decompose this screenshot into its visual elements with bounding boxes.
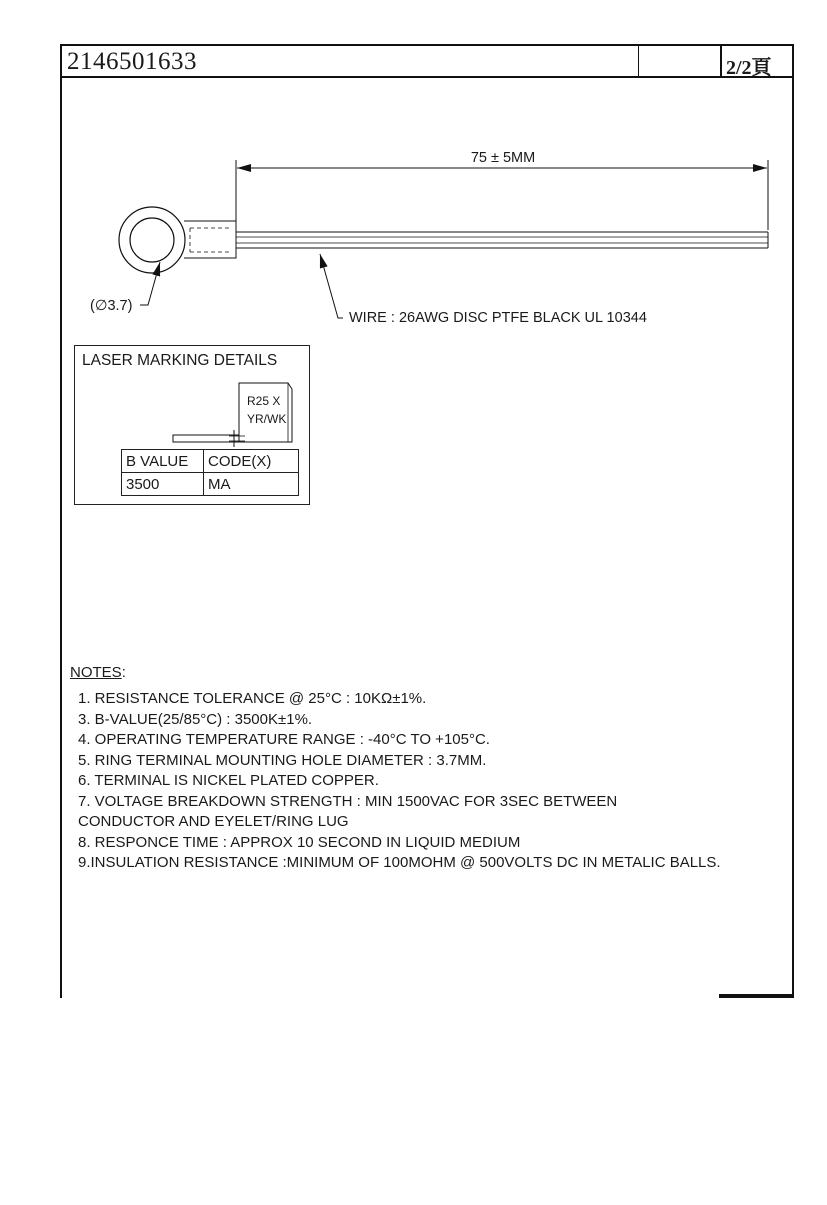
laser-marking-title: LASER MARKING DETAILS [82, 352, 278, 369]
notes-heading-colon: : [121, 664, 126, 681]
note-item: 6. TERMINAL IS NICKEL PLATED COPPER. [78, 772, 379, 789]
length-dimension-label: 75 ± 5MM [470, 150, 536, 166]
laser-marking-details-box [74, 345, 310, 505]
page-indicator: 2/2頁 [726, 57, 772, 79]
table-row [122, 473, 299, 496]
notes-section [70, 664, 721, 874]
table-cell: MA [204, 473, 299, 496]
note-item-continuation: CONDUCTOR AND EYELET/RING LUG [78, 813, 349, 830]
note-item: 5. RING TERMINAL MOUNTING HOLE DIAMETER : 3.7MM. [78, 751, 487, 769]
note-item: 4. OPERATING TEMPERATURE RANGE : -40°C TO +105°C. [78, 731, 490, 748]
notes-heading-wrap [70, 664, 721, 681]
frame-bottom-mark [719, 994, 794, 998]
note-item: 8. RESPONCE TIME : APPROX 10 SECOND IN LIQUID MEDIUM [78, 833, 521, 851]
wire [236, 232, 768, 248]
laser-mark-line-1: R25 X [247, 394, 281, 408]
document-number: 2146501633 [67, 48, 197, 75]
wire-callout-leader [320, 254, 343, 318]
note-item: 3. B-VALUE(25/85°C) : 3500K±1%. [78, 710, 313, 728]
b-value-code-table [121, 449, 299, 496]
terminal-shank-outline [173, 430, 245, 447]
frame-corner [60, 994, 62, 998]
note-item: 9.INSULATION RESISTANCE :MINIMUM OF 100MOHM @ 500VOLTS DC IN METALIC BALLS. [78, 854, 721, 871]
table-header-cell: CODE(X) [204, 450, 299, 473]
table-header-row [122, 450, 299, 473]
notes-list [70, 689, 721, 874]
note-item: 7. VOLTAGE BREAKDOWN STRENGTH : MIN 1500VAC FOR 3SEC BETWEEN [78, 792, 618, 810]
laser-mark-line-2: YR/WK [247, 412, 287, 426]
note-item: 1. RESISTANCE TOLERANCE @ 25°C : 10KΩ±1%. [78, 690, 427, 707]
wire-callout-label: WIRE : 26AWG DISC PTFE BLACK UL 10344 [349, 310, 647, 326]
table-cell: 3500 [122, 473, 204, 496]
ring-terminal [119, 207, 236, 273]
notes-heading: NOTES [70, 664, 122, 681]
table-header-cell: B VALUE [122, 450, 204, 473]
hole-diameter-label: (∅3.7) [90, 298, 133, 314]
